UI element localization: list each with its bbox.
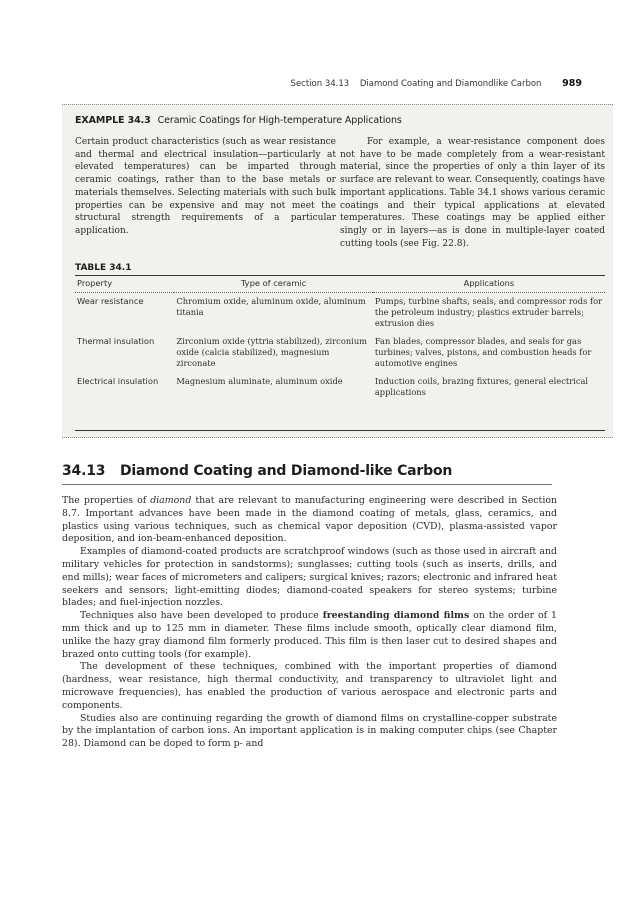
ceramic-coatings-table [75,275,605,431]
cell-applications: Fan blades, compressor blades, and seals for gas turbines; valves, pistons, and combustion heads for automotive engines [374,336,592,368]
example-right-text: For example, a wear-resistance component does not have to be made completely from a wear-resistant material, since the properties of only a thin layer of its surface are relevant to wear. Consequently, coatings have important applications. Table 34.1 shows various ceramic coatings and their typical applications at elevated temperatures. These coatings may be applied either singly or in layers—as is done in multiple-layer coated cutting tools (see Fig. 22.8). [340,137,605,249]
cell-ceramic: Chromium oxide, aluminum oxide, aluminum titania [176,296,366,317]
section-body [62,495,557,751]
cell-property: Thermal insulation [77,336,155,346]
paragraph [62,610,557,661]
column-header-ceramic: Type of ceramic [174,276,372,293]
section-title: Diamond Coating and Diamond-like Carbon [119,463,453,479]
column-header-property: Property [75,276,174,293]
paragraph-text: The properties of [62,495,151,506]
example-heading: Ceramic Coatings for High-temperature Applications [157,115,402,126]
paragraph: The development of these techniques, combined with the important properties of diamond (hardness, wear resistance, high thermal conductivity, and transparency to ultraviolet light and microwave frequencies), has enabled the production of various aerospace and electronic parts and components. [62,661,557,711]
column-header-applications: Applications [373,276,605,293]
example-box [62,104,613,438]
example-left-column: Certain product characteristics (such as wear resistance and thermal and electrical insulation—particularly at elevated temperatures) can be imparted through ceramic coatings, rather than to the base metals or materials themselves. Selecting materials with such bulk properties can be expensive and may not meet the structural strength requirements of a particular application. [75,137,336,236]
table-header-row [75,276,605,293]
cell-property: Wear resistance [77,296,144,306]
example-title [75,115,402,126]
emphasis-term: diamond [150,495,192,506]
cell-applications: Induction coils, brazing fixtures, general electrical applications [374,376,589,397]
cell-applications: Pumps, turbine shafts, seals, and compressor rods for the petroleum industry; plastics extruder barrels; extrusion dies [374,296,603,328]
paragraph-text: Techniques also have been developed to produce [80,610,323,622]
bold-term: freestanding diamond films [322,610,470,622]
paragraph-text: on the order of 1 mm thick and up to 125 mm in diameter. These films include smooth, optically clear diamond film, unlike the hazy gray diamond film formerly produced. This film is then laser cut to desired shapes and brazed onto cutting tools (for example). [62,610,557,660]
cell-ceramic: Magnesium aluminate, aluminum oxide [176,376,343,386]
paragraph: Examples of diamond-coated products are scratchproof windows (such as those used in aircraft and military vehicles for protection in sandstorms); sunglasses; cutting tools (such as inserts, drills, and end mills); wear faces of micrometers and calipers; surgical knives; razors; electronic and infrared heat seekers and sensors; light-emitting diodes; diamond-coated speakers for stereo systems; turbine blades; and fuel-injection nozzles. [62,546,557,609]
table-label: TABLE 34.1 [75,263,132,273]
section-number: 34.13 [62,463,106,479]
header-section: Section 34.13 [290,79,350,89]
paragraph: Studies also are continuing regarding the growth of diamond films on crystalline-copper substrate by the implantation of carbon ions. An important application is in making computer chips (see Chapter 28). Diamond can be doped to form p- and [62,712,557,750]
cell-ceramic: Zirconium oxide (yttria stabilized), zirconium oxide (calcia stabilized), magnesium zirconate [176,336,368,368]
page-number: 989 [562,78,582,89]
table-row [75,333,605,373]
cell-property: Electrical insulation [77,376,159,386]
section-heading [62,463,552,485]
example-right-column [340,136,605,250]
paragraph-text: that are relevant to manufacturing engineering were described in Section 8.7. Important advances have been made in the diamond coating of metals, glass, ceramics, and plastics using various techniques, such as chemical vapor deposition (CVD), plasma-assisted vapor deposition, and ion-beam-enhanced deposition. [62,495,557,545]
paragraph [62,495,557,546]
table-row [75,293,605,334]
table-spacer [75,402,605,431]
example-label: EXAMPLE 34.3 [75,115,151,126]
header-title: Diamond Coating and Diamondlike Carbon [359,79,542,89]
table-row [75,373,605,402]
page-header [70,78,582,89]
